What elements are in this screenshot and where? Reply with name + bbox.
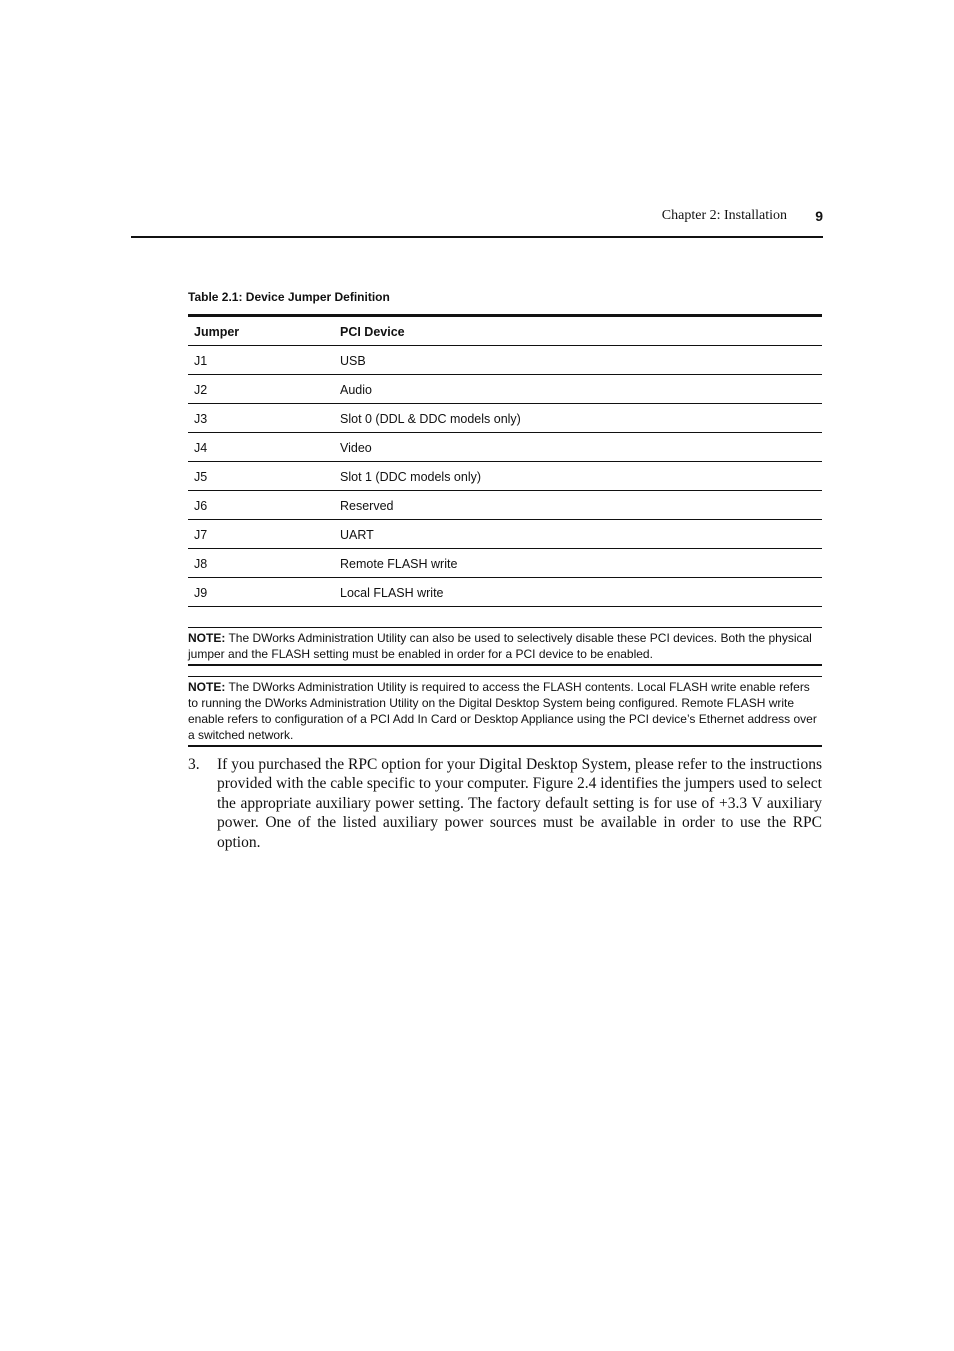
table-header-row xyxy=(188,317,822,346)
jumper-cell: J1 xyxy=(194,354,208,368)
jumper-cell: J3 xyxy=(194,412,208,426)
device-cell: Remote FLASH write xyxy=(340,557,458,571)
device-cell: Slot 0 (DDL & DDC models only) xyxy=(340,412,521,426)
note-label: NOTE: xyxy=(188,631,226,645)
note-text: The DWorks Administration Utility can also be used to selectively disable these PCI devices. Both the physical jumper and the FLASH setting must be enabled in order for a PCI device to be enabled. xyxy=(188,631,812,661)
table-caption: Table 2.1: Device Jumper Definition xyxy=(188,290,390,304)
note-pci-disable xyxy=(188,627,822,666)
note-text: The DWorks Administration Utility is required to access the FLASH contents. Local FLASH write enable refers to running the DWorks Administration Utility on the Digital Desktop System being configured. Remote FLASH write enable refers to configuration of a PCI Add In Card or Desktop Appliance using the PCI device’s Ethernet address over a switched network. xyxy=(188,680,817,742)
jumper-cell: J8 xyxy=(194,557,208,571)
jumper-cell: J2 xyxy=(194,383,208,397)
jumper-cell: J7 xyxy=(194,528,208,542)
step-number: 3. xyxy=(188,756,200,773)
chapter-title: Chapter 2: Installation xyxy=(661,208,787,223)
step-text: If you purchased the RPC option for your Digital Desktop System, please refer to the instructions provided with the cable specific to your computer. Figure 2.4 identifies the jumpers used to select the appropriate auxiliary power setting. The factory default setting is for use of +3.3 V auxiliary power. One of the listed auxiliary power sources must be available in order to use the RPC option. xyxy=(217,756,822,851)
device-cell: Slot 1 (DDC models only) xyxy=(340,470,482,484)
column-header-pci-device: PCI Device xyxy=(340,325,405,339)
jumper-cell: J6 xyxy=(194,499,208,513)
table-row xyxy=(188,462,822,491)
table-row xyxy=(188,433,822,462)
table-row xyxy=(188,549,822,578)
table-row xyxy=(188,375,822,404)
table-row xyxy=(188,404,822,433)
device-cell: Local FLASH write xyxy=(340,586,444,600)
jumper-table xyxy=(188,314,822,607)
device-cell: Audio xyxy=(340,383,372,397)
jumper-cell: J4 xyxy=(194,441,208,455)
note-flash-access xyxy=(188,676,822,747)
page-header xyxy=(131,208,823,238)
note-label: NOTE: xyxy=(188,680,226,694)
device-cell: UART xyxy=(340,528,374,542)
table-row xyxy=(188,578,822,607)
table-row xyxy=(188,520,822,549)
jumper-cell: J5 xyxy=(194,470,208,484)
page-number: 9 xyxy=(815,208,823,224)
table-row xyxy=(188,491,822,520)
device-cell: Video xyxy=(340,441,372,455)
table-row xyxy=(188,346,822,375)
column-header-jumper: Jumper xyxy=(194,325,240,339)
jumper-cell: J9 xyxy=(194,586,208,600)
device-cell: USB xyxy=(340,354,366,368)
device-cell: Reserved xyxy=(340,499,394,513)
